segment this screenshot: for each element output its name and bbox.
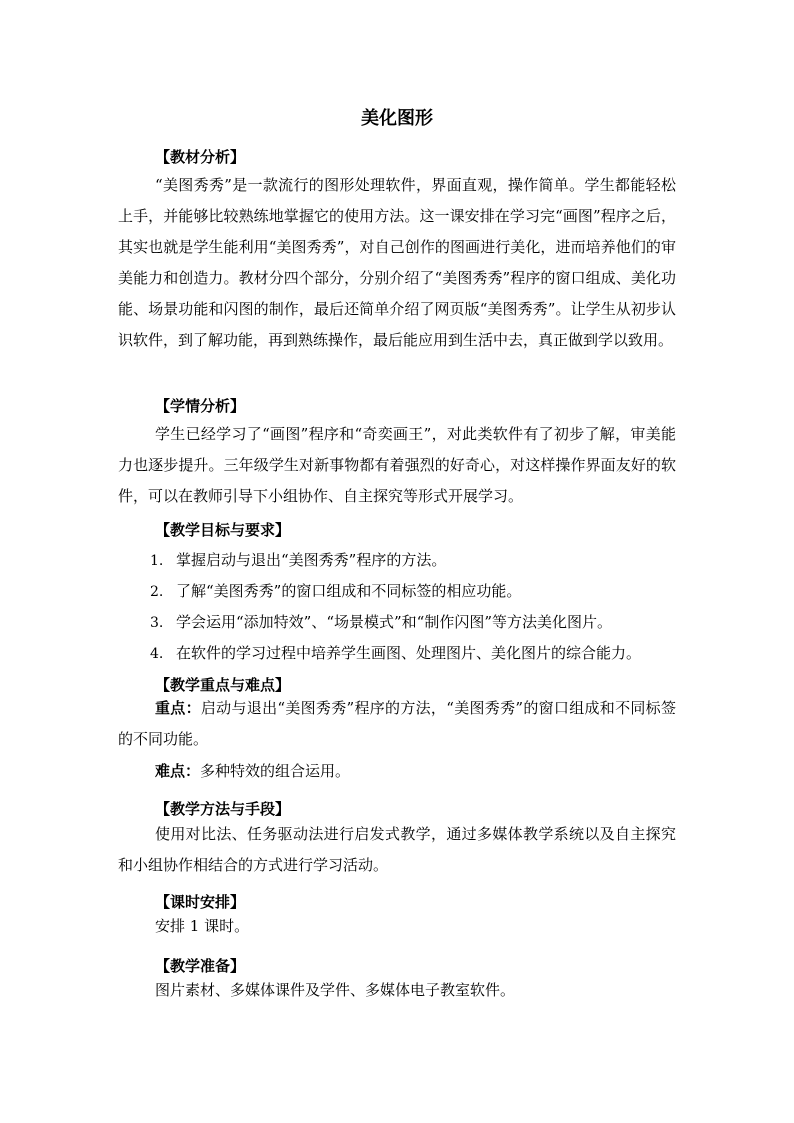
- list-item: [150, 545, 680, 576]
- key-difficulty-label: 难点：: [155, 762, 201, 780]
- teaching-goals-list: [150, 545, 680, 669]
- list-item-number: 1.: [150, 553, 164, 569]
- paragraph-key-focus: [118, 693, 676, 755]
- list-item-text: 了解“美图秀秀”的窗口组成和不同标签的相应功能。: [176, 582, 522, 600]
- list-item: [150, 607, 680, 638]
- heading-teaching-preparation: 【教学准备】: [155, 957, 246, 975]
- heading-class-schedule: 【课时安排】: [155, 893, 246, 911]
- heading-teaching-goals: 【教学目标与要求】: [155, 521, 291, 539]
- document-title: 美化图形: [361, 108, 433, 129]
- list-item: [150, 638, 680, 669]
- list-item-text: 掌握启动与退出“美图秀秀”程序的方法。: [176, 551, 447, 569]
- paragraph-teaching-preparation: 图片素材、多媒体课件及学件、多媒体电子教室软件。: [155, 981, 516, 999]
- heading-textbook-analysis: 【教材分析】: [155, 148, 246, 166]
- key-focus-text: 启动与退出“美图秀秀”程序的方法，“美图秀秀”的窗口组成和不同标签的不同功能。: [118, 699, 676, 748]
- key-focus-label: 重点：: [155, 699, 201, 717]
- heading-teaching-methods: 【教学方法与手段】: [155, 800, 291, 818]
- list-item-text: 在软件的学习过程中培养学生画图、处理图片、美化图片的综合能力。: [176, 644, 642, 662]
- paragraph-key-difficulty: [118, 756, 676, 787]
- key-difficulty-text: 多种特效的组合运用。: [200, 762, 351, 780]
- paragraph-textbook-analysis: “美图秀秀”是一款流行的图形处理软件，界面直观，操作简单。学生都能轻松上手，并能够比较熟练地掌握它的使用方法。这一课安排在学习完“画图”程序之后，其实也就是学生能利用“美图秀秀”，对自己创作的图画进行美化，进而培养他们的审美能力和创造力。教材分四个部分，分别介绍了“美图秀秀”程序的窗口组成、美化功能、场景功能和闪图的制作，最后还简单介绍了网页版“美图秀秀”。让学生从初步认识软件，到了解功能，再到熟练操作，最后能应用到生活中去，真正做到学以致用。: [118, 176, 676, 349]
- heading-key-points: 【教学重点与难点】: [155, 676, 291, 694]
- list-item-number: 4.: [150, 646, 164, 662]
- heading-student-analysis: 【学情分析】: [155, 397, 246, 415]
- paragraph-student-analysis: 学生已经学习了“画图”程序和“奇奕画王”，对此类软件有了初步了解，审美能力也逐步提升。三年级学生对新事物都有着强烈的好奇心，对这样操作界面友好的软件，可以在教师引导下小组协作、自主探究等形式开展学习。: [118, 425, 676, 505]
- paragraph-class-schedule: 安排 1 课时。: [155, 917, 250, 935]
- list-item-number: 3.: [150, 615, 164, 631]
- list-item-number: 2.: [150, 584, 164, 600]
- list-item: [150, 576, 680, 607]
- paragraph-teaching-methods: 使用对比法、任务驱动法进行启发式教学，通过多媒体教学系统以及自主探究和小组协作相结合的方式进行学习活动。: [118, 825, 676, 874]
- list-item-text: 学会运用“添加特效”、“场景模式”和“制作闪图”等方法美化图片。: [176, 613, 613, 631]
